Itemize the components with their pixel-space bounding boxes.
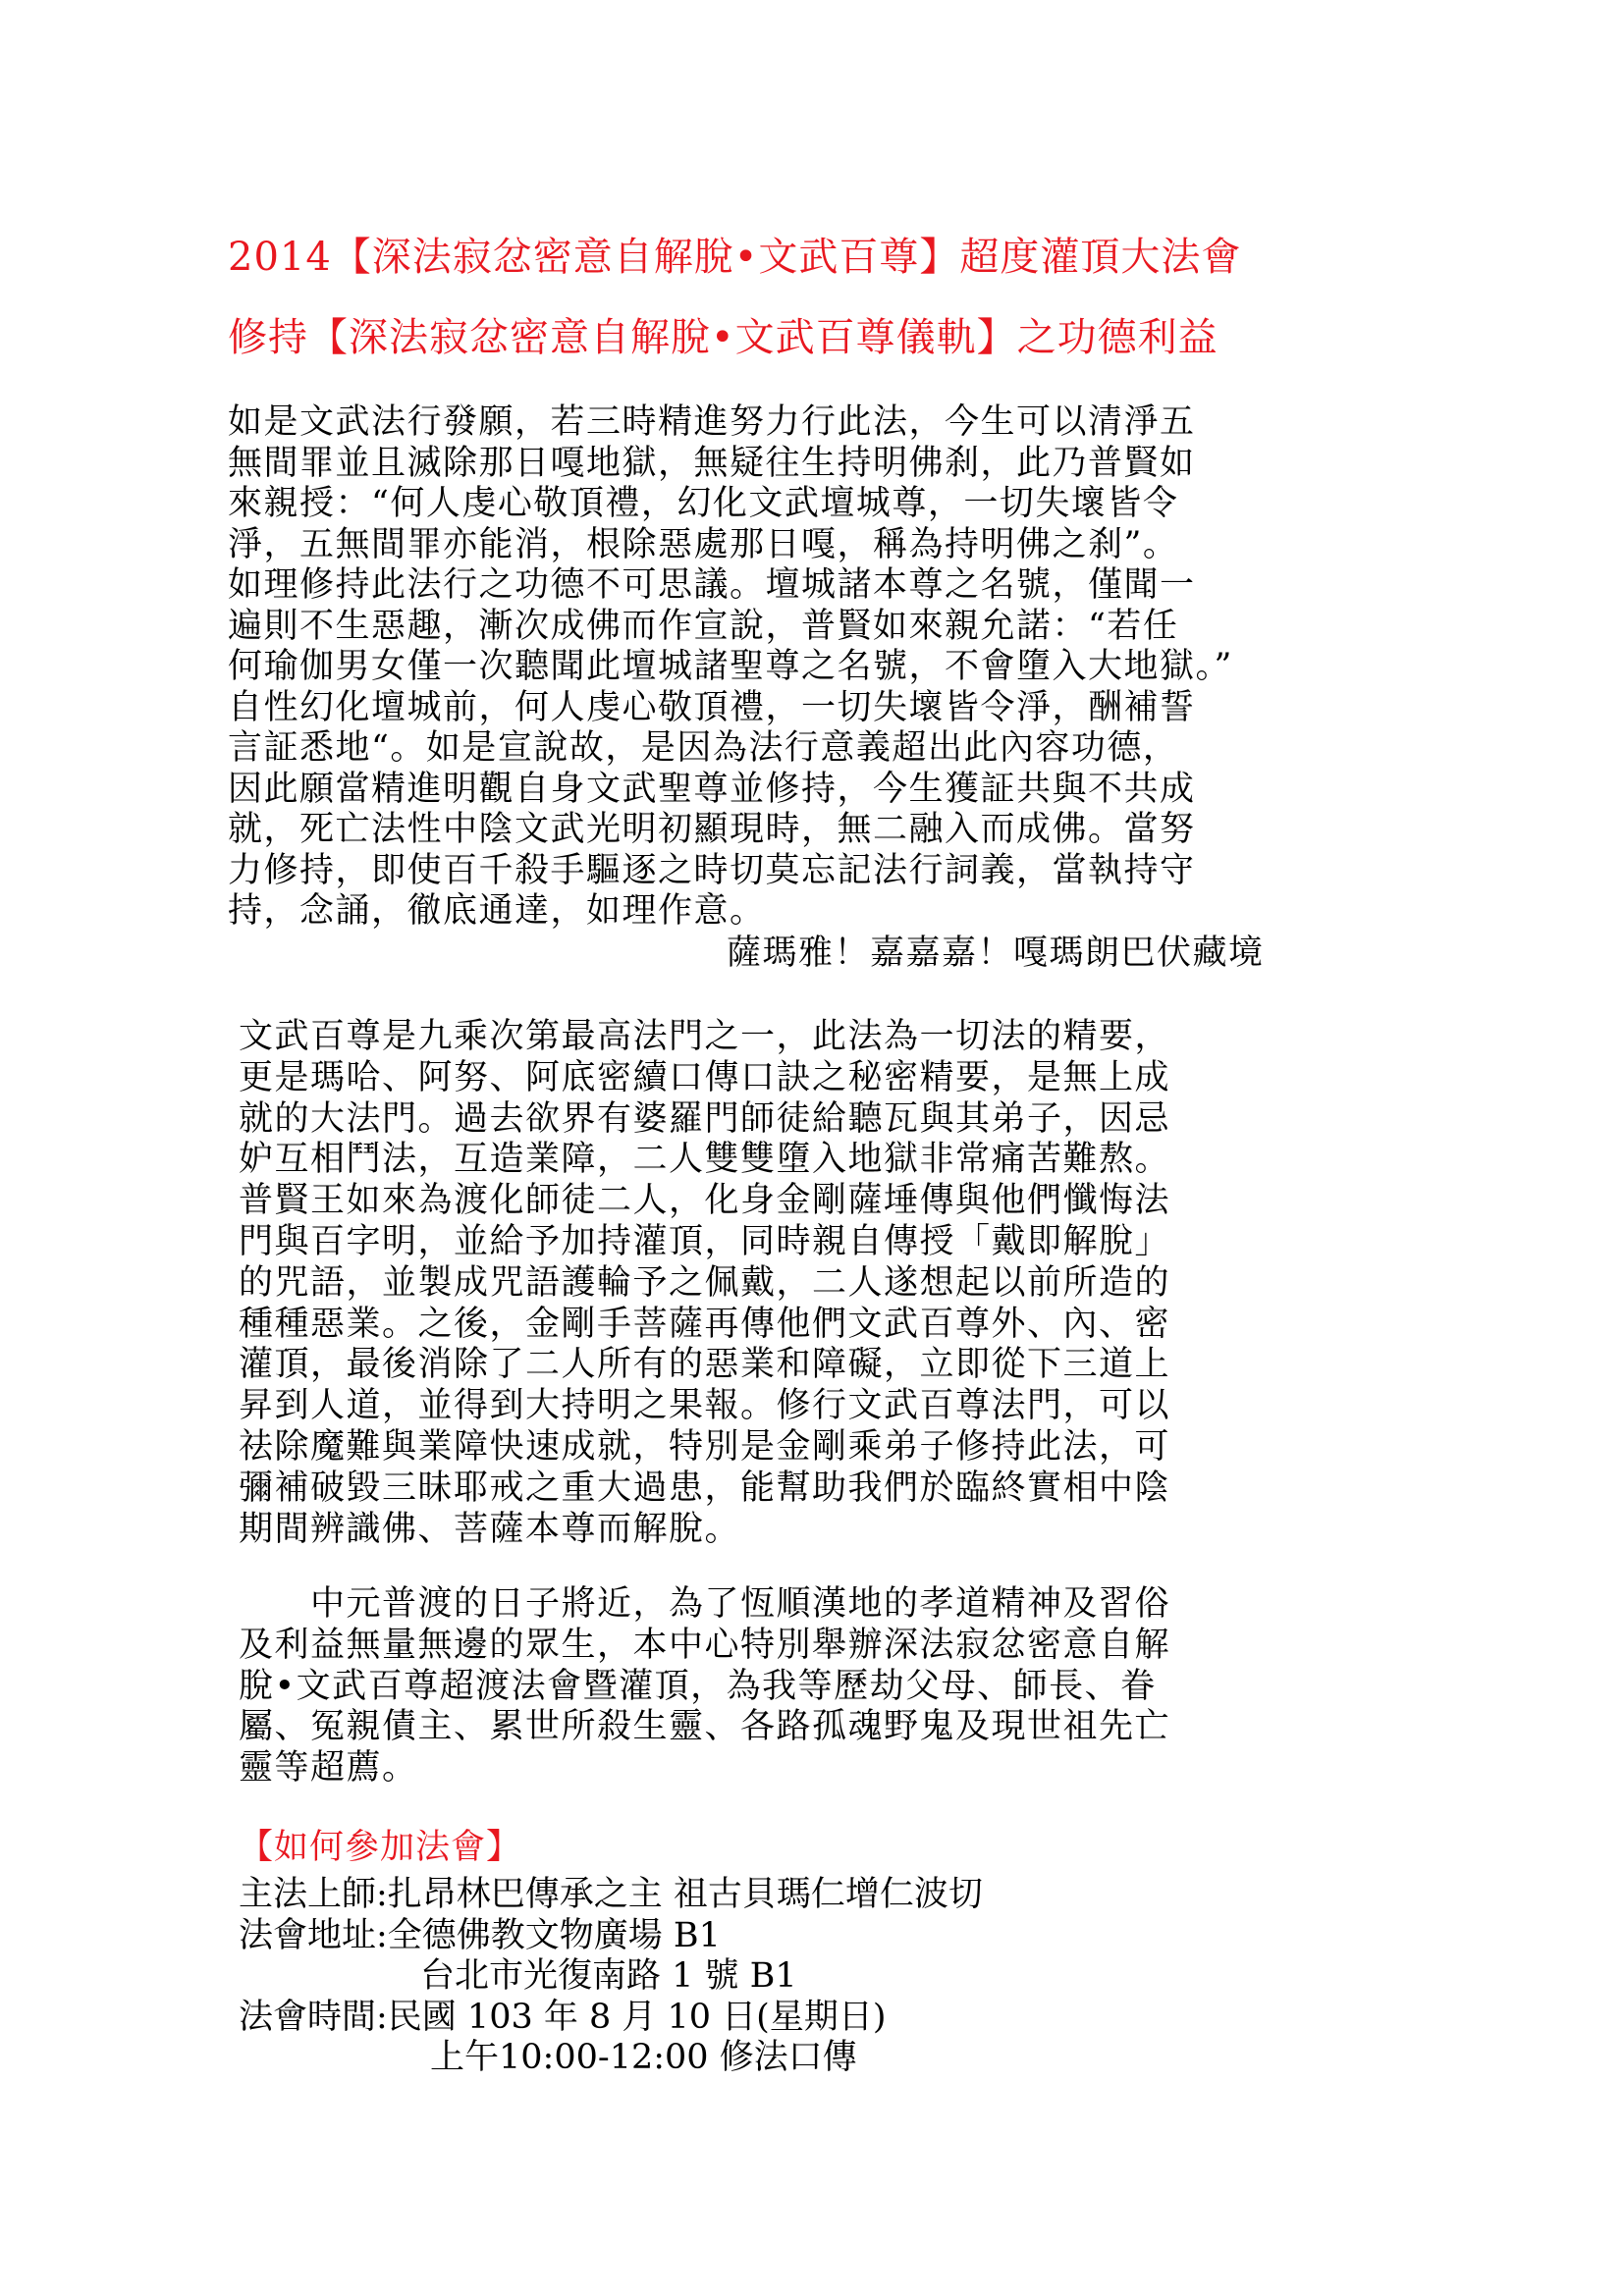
paragraph-line: 期間辨識佛、菩薩本尊而解脫。 — [239, 1509, 741, 1549]
paragraph-line: 彌補破毀三昧耶戒之重大過患，能幫助我們於臨終實相中陰 — [239, 1468, 1171, 1508]
master-label: 主法上師: — [239, 1875, 388, 1914]
paragraph-line: 來親授：“何人虔心敬頂禮，幻化文武壇城尊，一切失壞皆令 — [228, 484, 1179, 523]
paragraph-line: 持，念誦，徹底通達，如理作意。 — [228, 891, 766, 931]
join-section-heading: 【如何參加法會】 — [239, 1828, 522, 1867]
address-value-2: 台北市光復南路 1 號 B1 — [420, 1956, 797, 1996]
paragraph-line: 及利益無量無邊的眾生，本中心特別舉辦深法寂忿密意自解 — [239, 1625, 1171, 1665]
paragraph-line: 門與百字明，並給予加持灌頂，同時親自傳授「戴即解脫」 — [239, 1221, 1171, 1261]
paragraph-line: 就的大法門。過去欲界有婆羅門師徒給聽瓦與其弟子，因忌 — [239, 1098, 1171, 1139]
paragraph-line: 遍則不生惡趣，漸次成佛而作宣說，普賢如來親允諾：“若任 — [228, 606, 1179, 646]
paragraph-line: 因此願當精進明觀自身文武聖尊並修持，今生獲証共與不共成 — [228, 769, 1196, 809]
paragraph-line: 的咒語，並製成咒語護輪予之佩戴，二人遂想起以前所造的 — [239, 1262, 1171, 1303]
paragraph-line: 淨，五無間罪亦能消，根除惡處那日嘎，稱為持明佛之刹”。 — [228, 524, 1179, 564]
paragraph-line: 言証悉地“。如是宣說故，是因為法行意義超出此內容功德， — [228, 728, 1179, 768]
master-row — [239, 1875, 983, 1916]
address-row-2 — [239, 1956, 983, 1998]
title-line-2: 修持【深法寂忿密意自解脫•文武百尊儀軌】之功德利益 — [228, 315, 1218, 360]
paragraph-line: 如是文武法行發願，若三時精進努力行此法，今生可以清淨五 — [228, 402, 1196, 442]
paragraph-line: 靈等超薦。 — [239, 1748, 418, 1789]
paragraph-line: 力修持，即使百千殺手驅逐之時切莫忘記法行詞義，當執持守 — [228, 850, 1196, 890]
paragraph-line: 脫•文武百尊超渡法會暨灌頂，為我等歷劫父母、師長、眷 — [239, 1666, 1157, 1706]
paragraph-merits — [228, 402, 1233, 933]
time-label: 法會時間: — [239, 1997, 388, 2037]
paragraph-line: 中元普渡的日子將近，為了恆順漢地的孝道精神及習俗 — [239, 1584, 1171, 1624]
paragraph-line: 祛除魔難與業障快速成就，特別是金剛乘弟子修持此法，可 — [239, 1426, 1171, 1467]
paragraph-line: 何瑜伽男女僅一次聽聞此壇城諸聖尊之名號，不會墮入大地獄。” — [228, 647, 1233, 686]
master-value: 扎昂林巴傳承之主 祖古貝瑪仁增仁波切 — [387, 1875, 983, 1914]
address-row — [239, 1916, 983, 1957]
title-line-1: 2014【深法寂忿密意自解脫•文武百尊】超度灌頂大法會 — [228, 235, 1242, 280]
paragraph-line: 就，死亡法性中陰文武光明初顯現時，無二融入而成佛。當努 — [228, 810, 1196, 849]
paragraph-line: 屬、冤親債主、累世所殺生靈、各路孤魂野鬼及現世祖先亡 — [239, 1707, 1171, 1747]
time-value-1: 民國 103 年 8 月 10 日(星期日) — [387, 1997, 887, 2037]
paragraph-line: 種種惡業。之後，金剛手菩薩再傳他們文武百尊外、內、密 — [239, 1304, 1171, 1344]
paragraph-history — [239, 1017, 1170, 1550]
paragraph-line: 灌頂，最後消除了二人所有的惡業和障礙，立即從下三道上 — [239, 1345, 1171, 1385]
paragraph-line: 昇到人道，並得到大持明之果報。修行文武百尊法門，可以 — [239, 1386, 1171, 1426]
address-label: 法會地址: — [239, 1915, 388, 1955]
paragraph-ceremony — [239, 1584, 1170, 1789]
paragraph-line: 普賢王如來為渡化師徒二人，化身金剛薩埵傳與他們懺悔法 — [239, 1181, 1171, 1221]
time-row-2 — [239, 2038, 983, 2079]
time-row — [239, 1998, 983, 2039]
time-value-2: 上午10:00-12:00 修法口傳 — [430, 2038, 857, 2077]
paragraph-line: 文武百尊是九乘次第最高法門之一，此法為一切法的精要， — [239, 1017, 1171, 1056]
paragraph-line: 自性幻化壇城前，何人虔心敬頂禮，一切失壞皆令淨，酬補誓 — [228, 687, 1196, 727]
address-value-1: 全德佛教文物廣場 B1 — [387, 1915, 721, 1955]
paragraph-line: 更是瑪哈、阿努、阿底密續口傳口訣之秘密精要，是無上成 — [239, 1057, 1171, 1097]
paragraph-line: 如理修持此法行之功德不可思議。壇城諸本尊之名號，僅聞一 — [228, 565, 1196, 605]
paragraph-line: 無間罪並且滅除那日嘎地獄，無疑往生持明佛刹，此乃普賢如 — [228, 443, 1196, 483]
event-info — [239, 1875, 983, 2079]
paragraph-line: 妒互相鬥法，互造業障，二人雙雙墮入地獄非常痛苦難熬。 — [239, 1140, 1171, 1180]
signature-line: 薩瑪雅！嘉嘉嘉！嘎瑪朗巴伏藏境 — [727, 934, 1265, 973]
